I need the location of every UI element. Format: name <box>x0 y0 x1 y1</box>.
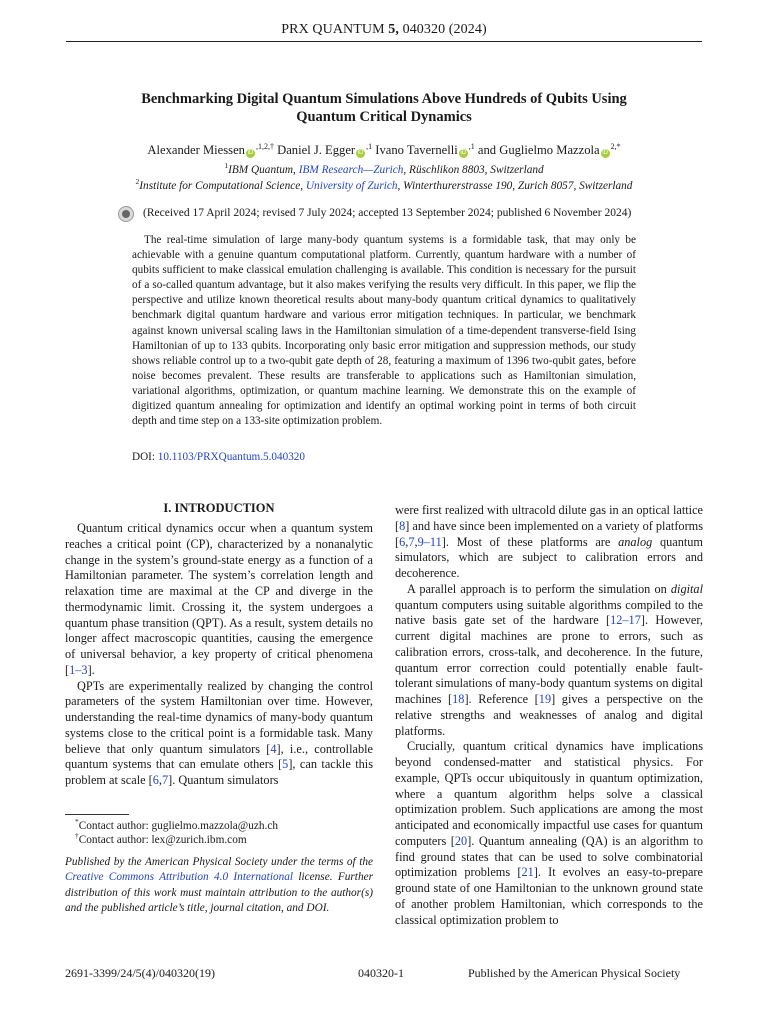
affiliation-2 <box>60 179 708 193</box>
affiliation-text: , Winterthurerstrasse 190, Zurich 8057, Switzerland <box>397 180 633 192</box>
citation-link[interactable]: 6 <box>399 534 406 549</box>
affiliation-text: , Rüschlikon 8803, Switzerland <box>403 164 544 176</box>
abstract: The real-time simulation of large many-body quantum systems is a formidable task, that may only be achievable with a genuine quantum computational platform. Currently, quantum hardware with a number of qubits sufficient to make classical emulation challenging is available. This condition is necessary for the pursuit of a so-called quantum advantage, but it also makes verifying the results very difficult. In this paper, we flip the perspective and utilize known theoretical results about many-body quantum critical dynamics to qualitatively benchmark digital quantum hardware and various error mitigation techniques. In particular, we benchmark against known universal scaling laws in the Hamiltonian simulation of a time-dependent transverse-field Ising Hamiltonian of up to 133 qubits. Incorporating only basic error mitigation and suppression methods, our study shows reliable control up to a two-qubit gate depth of 28, featuring a maximum of 1396 two-qubit gates, before noise becomes prevalent. These results are transferable to applications such as Hamiltonian simulation, variational algorithms, optimization, or quantum machine learning. We demonstrate this on the example of digitized quantum annealing for optimization and identify an optimal working point in terms of both circuit depth and time step on a 133-site optimization problem. <box>132 234 636 428</box>
doi-line <box>132 450 305 464</box>
footnotes <box>75 819 278 847</box>
citation-link[interactable]: 4 <box>270 741 277 756</box>
intro-paragraph-1: Quantum critical dynamics occur when a quantum system reaches a critical point (CP), characterized by a nonanalytic change in the system’s ground-state energy as a function of a Hamiltonian parameter. The system’s correlation length and relaxation time are maximal at the CP and diverge in the thermodynamic limit. Crossing it, the system undergoes a quantum phase transition (QPT). As a result, system details no longer affect macroscopic quantities, causing the emergence of universal behavior, a key property of critical phenomena [1–3]. <box>65 521 373 677</box>
orcid-icon[interactable]: iD <box>247 150 254 156</box>
footer-issn: 2691-3399/24/5(4)/040320(19) <box>65 966 215 980</box>
author-marks: ,1 <box>468 141 475 151</box>
citation-link[interactable]: 1–3 <box>69 662 88 677</box>
author-marks: ,1 <box>366 141 373 151</box>
footer-publisher: Published by the American Physical Society <box>468 966 681 980</box>
affiliation-text: IBM Quantum, <box>228 164 299 176</box>
affiliation-1 <box>60 163 708 177</box>
paper-title <box>90 91 678 126</box>
citation-link[interactable]: 7 <box>161 773 169 787</box>
author-name[interactable]: Ivano Tavernelli <box>375 143 458 157</box>
author-name[interactable]: Alexander Miessen <box>147 143 245 157</box>
citation-link[interactable]: 20 <box>454 833 468 848</box>
license-link[interactable]: Creative Commons Attribution 4.0 International <box>65 871 294 884</box>
left-column <box>65 501 373 789</box>
journal-header <box>66 20 702 42</box>
intro-paragraph-3: were first realized with ultracold dilute gas in an optical lattice [8] and have since been implemented on a variety of platforms [6,7,9–11]. Most of these platforms are analog quantum simulators, which are subject to calibration errors and decoherence. <box>395 503 704 580</box>
affiliation-link[interactable]: IBM Research—Zurich <box>298 164 404 176</box>
citation-link[interactable]: 5 <box>282 757 289 772</box>
intro-paragraph-2: QPTs are experimentally realized by changing the control parameters of the system Hamiltonian over time. However, understanding the real-time dynamics of many-body quantum systems close to the critical point is a formidable task. Many believe that only quantum simulators [4], i.e., controllable quantum systems that can emulate others [5], can tackle this problem at scale [6,7]. Quantum simulators <box>65 678 373 787</box>
author-list <box>60 142 708 158</box>
affiliation-link[interactable]: University of Zurich <box>305 180 398 192</box>
author-name[interactable]: Guglielmo Mazzola <box>499 143 600 157</box>
title-line-1: Benchmarking Digital Quantum Simulations Above Hundreds of Qubits Using <box>141 91 627 107</box>
citation-link[interactable]: 6 <box>152 773 159 787</box>
crossmark-icon[interactable] <box>118 206 134 222</box>
citation-link[interactable]: 18 <box>452 692 465 706</box>
citation-link[interactable]: 12–17 <box>610 613 641 628</box>
title-line-2: Quantum Critical Dynamics <box>296 108 472 125</box>
affiliation-number: 2 <box>135 177 140 187</box>
footnote-divider <box>65 814 129 815</box>
affiliation-text: Institute for Computational Science, <box>139 180 306 192</box>
footnote-corresponding-1: *Contact author: guglielmo.mazzola@uzh.ch <box>75 817 279 832</box>
right-column <box>395 503 703 928</box>
citation-link[interactable]: 8 <box>399 518 406 533</box>
article-number: 040320 (2024) <box>402 22 487 37</box>
received-dates: (Received 17 April 2024; revised 7 July 2024; accepted 13 September 2024; published 6 November 2024) <box>143 207 632 219</box>
orcid-icon[interactable]: iD <box>357 150 364 156</box>
citation-link[interactable]: 7 <box>408 534 415 549</box>
doi-link[interactable]: 10.1103/PRXQuantum.5.040320 <box>157 451 305 463</box>
footnote-corresponding-2: †Contact author: lex@zurich.ibm.com <box>75 831 247 847</box>
citation-link[interactable]: 9–11 <box>417 534 442 549</box>
journal-volume: 5, <box>388 22 399 37</box>
citation-link[interactable]: 19 <box>538 692 552 706</box>
author-separator: and <box>474 143 500 157</box>
intro-paragraph-4: A parallel approach is to perform the simulation on digital quantum computers using suitable algorithms compiled to the native basis gate set of the hardware [12–17]. However, current digital machines are prone to errors, such as calibration errors, cross-talk, and decoherence. In the future, quantum error correction could potentially enable fault-tolerant simulations of many-body quantum systems on digital machines [18]. Reference [19] gives a perspective on the relative strengths and weaknesses of analog and digital platforms. <box>395 581 703 738</box>
author-marks: ,1,2,† <box>255 141 274 151</box>
license-notice: Published by the American Physical Society under the terms of the Creative Commons Attribution 4.0 International license. Further distribution of this work must maintain attribution to the author(s) and the published article’s title, journal citation, and DOI. <box>65 856 374 914</box>
doi-label: DOI: <box>132 451 158 463</box>
orcid-icon[interactable]: iD <box>460 150 467 156</box>
affiliation-number: 1 <box>224 161 229 171</box>
footer-page-number: 040320-1 <box>358 966 404 980</box>
intro-paragraph-5: Crucially, quantum critical dynamics have implications beyond condensed-matter and statistical physics. For example, QPTs occur ubiquitously in quantum optimization, where a quantum algorithm helps solve a classical optimization problem. Such applications are among the most anticipated and economically impactful use cases for quantum computers [20]. Quantum annealing (QA) is an algorithm to find ground states that can be used to solve combinatorial optimization problems [21]. It evolves an easy-to-prepare ground state of one Hamiltonian to the unknown ground state of another problem Hamiltonian, which corresponds to the classical optimization problem to <box>395 739 703 927</box>
journal-name: PRX QUANTUM <box>281 22 385 37</box>
section-heading: I. INTRODUCTION <box>163 501 275 515</box>
orcid-icon[interactable]: iD <box>602 150 608 156</box>
author-marks: 2,* <box>610 141 621 151</box>
citation-link[interactable]: 21 <box>521 865 534 880</box>
author-name[interactable]: Daniel J. Egger <box>277 143 356 157</box>
